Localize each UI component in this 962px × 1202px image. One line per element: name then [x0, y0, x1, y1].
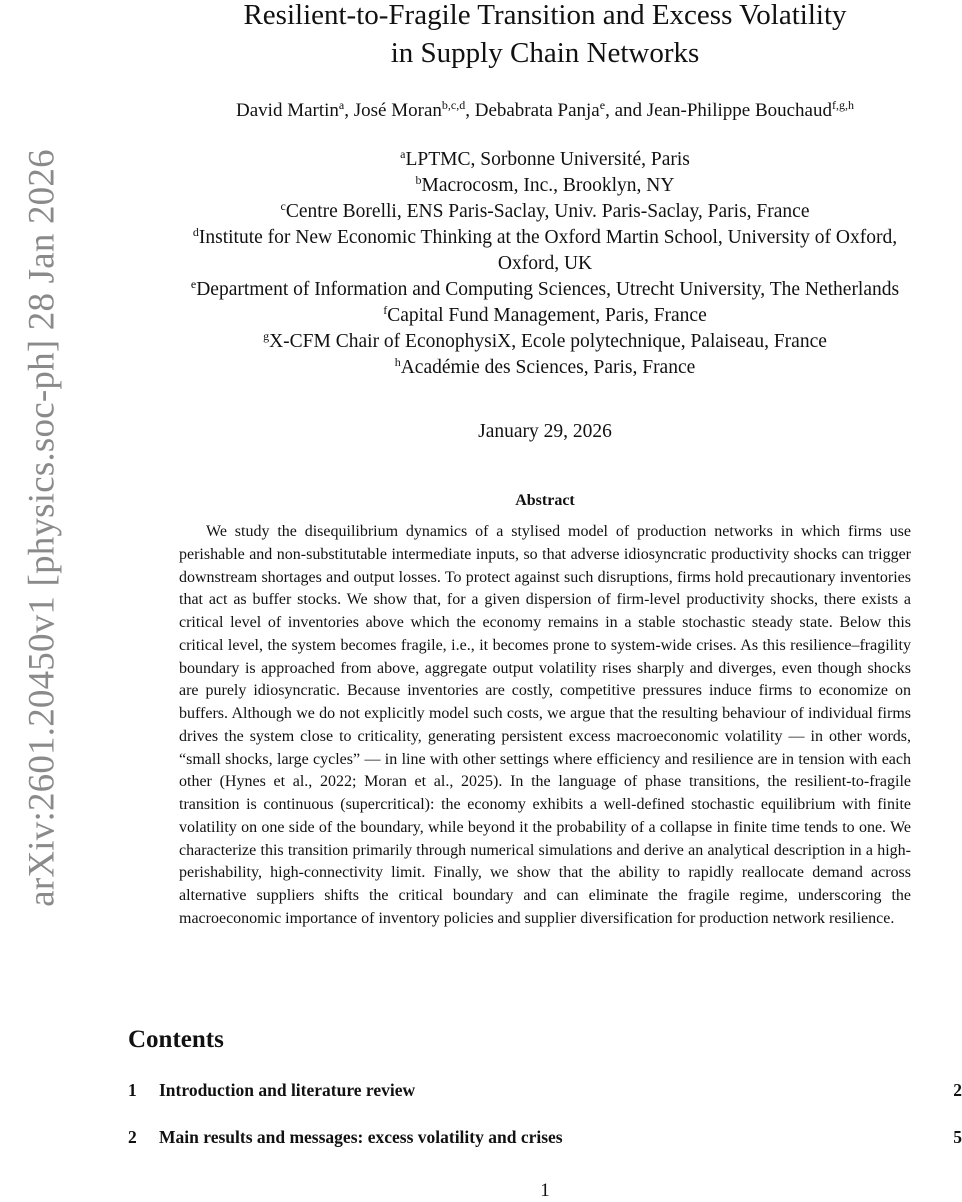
author-separator: , — [465, 100, 475, 121]
author-affiliation-mark: b,c,d — [441, 98, 466, 112]
affiliation-line — [130, 251, 960, 277]
affiliation-line — [130, 225, 960, 251]
author-separator: , and — [605, 100, 647, 121]
contents-heading: Contents — [128, 1026, 224, 1053]
page-number: 1 — [540, 1180, 550, 1201]
toc-entry-number: 1 — [128, 1080, 137, 1100]
author-affiliation-mark: a — [338, 98, 345, 112]
affiliation-mark: h — [394, 355, 401, 369]
affiliation-line — [130, 199, 960, 225]
affiliation-text: Capital Fund Management, Paris, France — [387, 305, 707, 326]
author-name: Debabrata Panja — [474, 100, 600, 121]
affiliation-mark: f — [383, 303, 388, 317]
author-name: José Moran — [353, 100, 442, 121]
affiliation-mark: b — [415, 173, 422, 187]
affiliation-line — [130, 303, 960, 329]
author-list — [130, 100, 960, 122]
title-line-1: Resilient-to-Fragile Transition and Excess Volatility — [243, 0, 847, 31]
author-separator: , — [344, 100, 354, 121]
publication-date: January 29, 2026 — [478, 421, 612, 442]
affiliation-line — [130, 277, 960, 303]
affiliation-text: Académie des Sciences, Paris, France — [400, 357, 696, 378]
affiliation-text: Centre Borelli, ENS Paris-Saclay, Univ. Paris-Saclay, Paris, France — [285, 201, 810, 222]
affiliation-list — [130, 147, 960, 381]
affiliation-text: Oxford, UK — [497, 253, 593, 274]
title-line-2: in Supply Chain Networks — [390, 37, 700, 69]
affiliation-line — [130, 147, 960, 173]
arxiv-identifier-stamp: arXiv:2601.20450v1 [physics.soc-ph] 28 Jan 2026 — [21, 149, 63, 907]
author-affiliation-mark: f,g,h — [831, 98, 854, 112]
paper-title — [170, 0, 920, 72]
affiliation-text: Macrocosm, Inc., Brooklyn, NY — [421, 175, 675, 196]
author-name: Jean-Philippe Bouchaud — [646, 100, 832, 121]
toc-entry-title[interactable]: Introduction and literature review — [159, 1080, 416, 1100]
affiliation-mark: g — [263, 329, 270, 343]
affiliation-text: Department of Information and Computing Sciences, Utrecht University, The Netherlands — [196, 279, 900, 300]
affiliation-line — [130, 355, 960, 381]
toc-entry-page[interactable]: 2 — [953, 1080, 962, 1100]
affiliation-mark: e — [190, 277, 197, 291]
abstract-heading: Abstract — [515, 492, 575, 509]
toc-entry-title[interactable]: Main results and messages: excess volatility and crises — [159, 1127, 563, 1147]
affiliation-mark: c — [280, 199, 286, 213]
abstract-body: We study the disequilibrium dynamics of a stylised model of production networks in which firms use perishable and non-substitutable intermediate inputs, so that adverse idiosyncratic productivity shocks can trigger downstream shortages and output losses. To protect against such disruptions, firms hold precautionary inventories that act as buffer stocks. We show that, for a given dispersion of firm-level productivity shocks, there exists a critical level of inventories above which the economy remains in a stable stochastic steady state. Below this critical level, the system becomes fragile, i.e., it becomes prone to system-wide crises. As this resilience–fragility boundary is approached from above, aggregate output volatility rises sharply and diverges, even though shocks are purely idiosyncratic. Because inventories are costly, competitive pressures induce firms to economize on buffers. Although we do not explicitly model such costs, we argue that the resulting behaviour of individual firms drives the system close to criticality, generating persistent excess macroeconomic volatility — in other words, “small shocks, large cycles” — in line with other settings where efficiency and resilience are in tension with each other (Hynes et al., 2022; Moran et al., 2025). In the language of phase transitions, the resilient-to-fragile transition is continuous (supercritical): the economy exhibits a well-defined stochastic equilibrium with finite volatility on one side of the boundary, while beyond it the probability of a collapse in finite time tends to one. We characterize this transition primarily through numerical simulations and derive an analytical description in a high-perishability, high-connectivity limit. Finally, we show that the ability to rapidly reallocate demand across alternative suppliers shifts the critical boundary and can eliminate the fragile regime, underscoring the macroeconomic importance of inventory policies and supplier diversification for production network resilience. — [179, 523, 911, 927]
author-name: David Martin — [236, 100, 339, 121]
affiliation-text: LPTMC, Sorbonne Université, Paris — [405, 149, 690, 170]
affiliation-line — [130, 173, 960, 199]
affiliation-text: Institute for New Economic Thinking at the Oxford Martin School, University of Oxford, — [198, 227, 898, 248]
affiliation-line — [130, 329, 960, 355]
affiliation-text: X-CFM Chair of EconophysiX, Ecole polytechnique, Palaiseau, France — [269, 331, 827, 352]
toc-entry-number: 2 — [128, 1127, 137, 1147]
author-affiliation-mark: e — [599, 98, 606, 112]
affiliation-mark: d — [192, 225, 199, 239]
toc-entry-page[interactable]: 5 — [953, 1127, 962, 1147]
affiliation-mark: a — [400, 147, 406, 161]
